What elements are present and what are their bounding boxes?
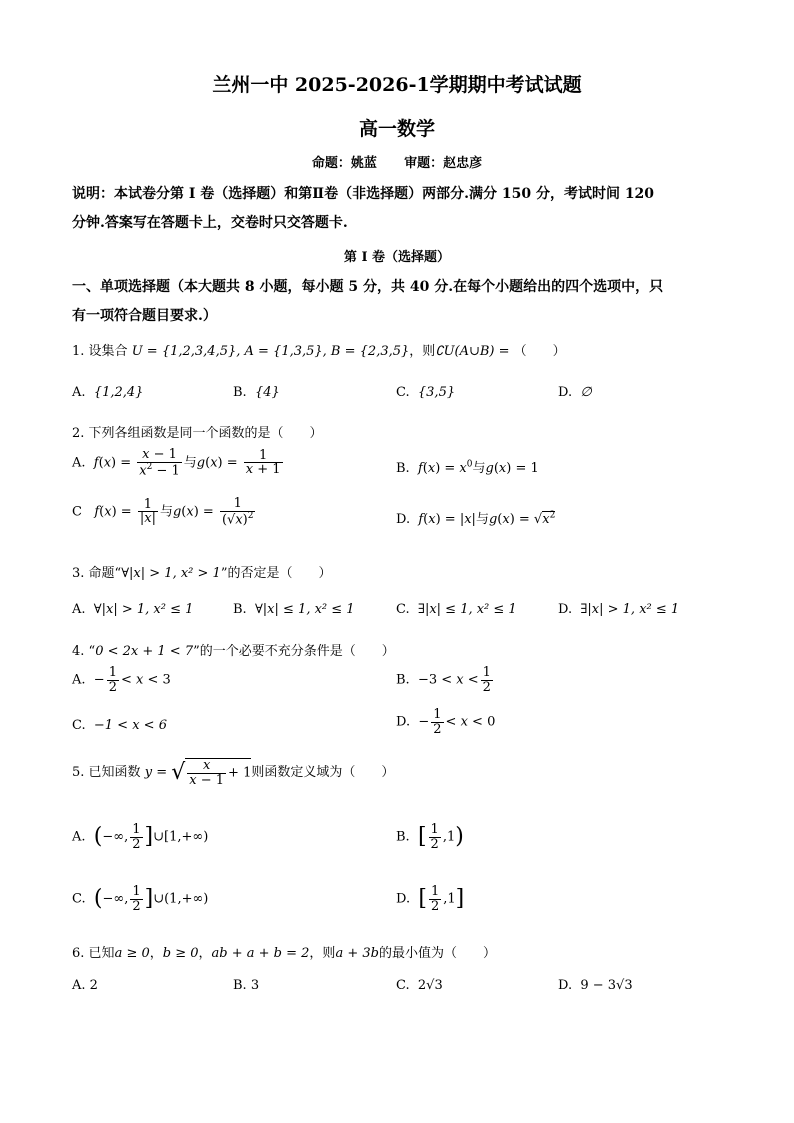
- q1-option-c: C. {3,5}: [396, 385, 456, 400]
- q1-mid: ，则: [409, 344, 436, 359]
- q4-option-a: A. − $\frac{1}{2}$ < x < 3: [72, 665, 171, 695]
- q4-option-b: B. −3 < x < $\frac{1}{2}$: [396, 665, 491, 695]
- q2-option-b: B. $f(x) = x^0$与g(x) = 1: [396, 459, 539, 476]
- q1-option-a: A. {1,2,4}: [72, 385, 144, 400]
- instructions-line1: 说明：本试卷分第 I 卷（选择题）和第Ⅱ卷（非选择题）两部分.满分 150 分，考试时间 120: [72, 186, 655, 202]
- q3-option-b: B. ∀|x| ≤ 1, x² ≤ 1: [233, 602, 355, 617]
- q1-option-d: D. ∅: [558, 385, 592, 400]
- exam-title: 兰州一中 2025-2026-1学期期中考试试题: [212, 74, 582, 96]
- q5-option-a: A. (−∞, $\frac{1}{2}$ ]∪[1,+∞): [72, 822, 209, 852]
- q6-option-c: C. 2√3: [396, 978, 443, 993]
- question-4: 4. “0 < 2x + 1 < 7”的一个必要不充分条件是（ ）: [72, 644, 395, 659]
- q5-option-d: D. [ $\frac{1}{2}$ ,1]: [396, 884, 465, 914]
- q3-option-a: A. ∀|x| > 1, x² ≤ 1: [72, 602, 194, 617]
- authors: 命题：姚蓝 审题：赵忠彦: [311, 156, 483, 171]
- q2-option-c: C f(x) = $\frac{1}{|x|}$ 与g(x) = $\frac{1}{(√x)^2}$: [72, 496, 254, 527]
- q4-option-c: C. −1 < x < 6: [72, 718, 167, 733]
- q1-complement: ∁U(A∪B) =: [435, 344, 510, 359]
- question-2: 2. 下列各组函数是同一个函数的是（ ）: [72, 426, 323, 441]
- section-intro-line2: 有一项符合题目要求.）: [72, 308, 217, 324]
- question-3: 3. 命题“∀|x| > 1, x² > 1”的否定是（ ）: [72, 566, 332, 581]
- section-intro-line1: 一、单项选择题（本大题共 8 小题，每小题 5 分，共 40 分.在每个小题给出的四个选项中，只: [72, 279, 664, 295]
- section-title: 第 I 卷（选择题）: [343, 250, 451, 265]
- q3-option-d: D. ∃|x| > 1, x² ≤ 1: [558, 602, 680, 617]
- q1-sets: U = {1,2,3,4,5}, A = {1,3,5}, B = {2,3,5}: [131, 344, 410, 359]
- question-6: 6. 已知a ≥ 0，b ≥ 0，ab + a + b = 2，则a + 3b的最小值为（ ）: [72, 946, 496, 961]
- q6-option-d: D. 9 − 3√3: [558, 978, 633, 993]
- question-5: 5. 已知函数 y = √ $\frac{x}{x - 1}$ + 1则函数定义域为（ ）: [72, 758, 395, 788]
- q5-option-c: C. (−∞, $\frac{1}{2}$ ]∪(1,+∞): [72, 884, 209, 914]
- q4-option-d: D. − $\frac{1}{2}$ < x < 0: [396, 707, 496, 737]
- subject-title: 高一数学: [358, 118, 435, 140]
- q6-option-a: A. 2: [72, 978, 98, 993]
- q1-pre: 设集合: [88, 344, 128, 359]
- q5-option-b: B. [ $\frac{1}{2}$ ,1): [396, 822, 464, 852]
- q3-option-c: C. ∃|x| ≤ 1, x² ≤ 1: [396, 602, 517, 617]
- instructions-line2: 分钟.答案写在答题卡上，交卷时只交答题卡.: [72, 215, 348, 231]
- q6-option-b: B. 3: [233, 978, 260, 993]
- q2-option-d: D. f(x) = |x|与$g(x) = √x^2$: [396, 510, 556, 527]
- q1-blank: （ ）: [513, 344, 566, 359]
- q2-option-a: A. f(x) = $\frac{x - 1}{x^2 - 1}$ 与g(x) = $\frac{1}{x + 1}$: [72, 447, 281, 478]
- q1-option-b: B. {4}: [233, 385, 280, 400]
- q1-number: 1.: [72, 344, 85, 359]
- question-1: [72, 340, 734, 359]
